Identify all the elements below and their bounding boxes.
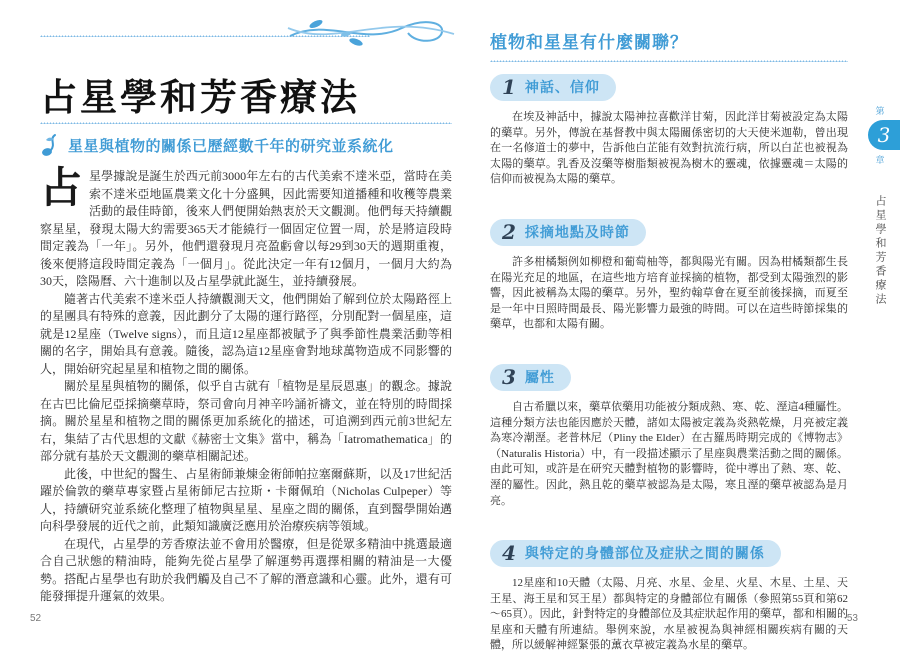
section-myth <box>490 62 848 188</box>
section-harvest <box>490 188 848 333</box>
chapter-suffix: 章 <box>875 155 885 165</box>
chapter-prefix: 第 <box>875 106 885 116</box>
paragraph: 在現代，占星學的芳香療法並不會用於醫療，但是從眾多精油中挑選最適合自己狀態的精油時，能夠先從占星學了解運勢再選擇相關的精油是一大優勢。搭配占星學也有助於我們觸及自己不了解的潛意識和心靈。此外，還有可能發揮提升運氣的效果。 <box>40 536 452 603</box>
section-body: 許多柑橘類例如柳橙和葡萄柚等，都與陽光有關。因為柑橘類都生長在陽光充足的地區，在這些地方培育並採摘的植物，都受到太陽強烈的影響，因此被稱為太陽的藥草。另外，聖約翰草會在夏至前後採摘，而夏至是一年中日照時間最長、陽光影響力最強的時間。可以在這些時節採集的藥草，也都和太陽有關。 <box>490 255 848 331</box>
lede-heading: 星星與植物的關係已歷經數千年的研究並系統化 <box>68 137 394 155</box>
section-heading: 採摘地點及時節 <box>524 223 630 240</box>
lede-row <box>40 133 452 157</box>
section-number: 1 <box>502 75 516 99</box>
paragraph <box>40 168 452 291</box>
chapter-edge-tab <box>860 104 900 326</box>
section-number: 4 <box>502 541 516 566</box>
chapter-number-pill <box>868 120 900 150</box>
left-body-text <box>40 168 452 606</box>
paragraph: 此後，中世紀的醫生、占星術師兼煉金術師帕拉塞爾蘇斯，以及17世紀活躍於倫敦的藥草專家暨占星術師尼古拉斯・卡爾佩珀（Nicholas Culpeper）等人，持續研究並系統化整理了植物與星星、星座之間的關係，直到醫學開始邁向科學發展的近代之前，此類知識廣泛應用於治療疾病等領域。 <box>40 466 452 533</box>
paragraph: 隨著古代美索不達米亞人持續觀測天文，他們開始了解到位於太陽路徑上的星團具有特殊的意義，因此劃分了太陽的運行路徑，分別配對一個星座，這就是12星座（Twelve signs），而且這12星座都被賦予了與季節性農業活動等相關的名字，開始具有意義。隨後，認為這12星座會對地球萬物造成不同影響的人，開始研究起星星和植物之間的關係。 <box>40 291 452 376</box>
section-heading: 與特定的身體部位及症狀之間的關係 <box>524 545 765 562</box>
section-number: 3 <box>502 364 516 389</box>
chapter-tab-title: 占星學和芳香療法 <box>874 195 886 307</box>
right-page <box>490 0 848 652</box>
section-body: 在埃及神話中，據說太陽神拉喜歡洋甘菊，因此洋甘菊被設定為太陽的藥草。另外，傳說在基督教中與太陽關係密切的大天使米迦勒，曾出現在一名修道士的夢中，告訴他白芷能有效對抗流行病，所以白芷也被視為太陽的藥草。乳香及沒藥等樹脂類被視為樹木的靈魂，依據靈魂＝太陽的信仰而被視為太陽的藥草。 <box>490 111 848 186</box>
page-heading: 植物和星星有什麼關聯？ <box>490 33 688 52</box>
sprout-icon <box>40 133 62 157</box>
section-heading-bubble <box>490 219 646 246</box>
section-number: 2 <box>502 219 516 244</box>
section-heading-bubble <box>490 540 781 567</box>
section-attributes <box>490 333 848 509</box>
section-heading: 神話、信仰 <box>524 79 600 95</box>
left-page <box>40 0 452 638</box>
chapter-number: 3 <box>877 123 891 147</box>
section-heading-bubble <box>490 364 571 391</box>
section-body-parts <box>490 509 848 654</box>
paragraph: 關於星星與植物的關係，似乎自古就有「植物是星辰恩惠」的觀念。據說在古巴比倫尼亞採摘藥草時，祭司會向月神辛吟誦祈禱文，並在特別的時間採摘。關於星星和植物之間的關係更加系統化的描述，可追溯到西元前3世紀左右，集結了古代思想的文獻《赫密士文集》當中，稱為「Iatromathematica」的部分就有基於天文觀測的藥草相關記述。 <box>40 379 452 463</box>
page-number-left: 52 <box>30 613 42 624</box>
vine-flourish-icon <box>286 6 456 54</box>
chapter-title: 占星學和芳香療法 <box>40 77 360 119</box>
page-number-right: 53 <box>846 613 858 624</box>
section-heading: 屬性 <box>524 368 555 385</box>
section-heading-bubble <box>490 74 616 101</box>
paragraph-text: 星學據說是誕生於西元前3000年左右的古代美索不達米亞，當時在美索不達米亞地區農業文化十分盛興，因此需要知道播種和收穫等農業活動的最佳時節，後來人們便開始熱衷於天文觀測。他們每天持續觀察星星，發現太陽大約需要365天才能繞行一個固定位置一周，於是將這段時間定義為「一年」。另外，他們還發現月亮盈虧會以每29到30天的週期重複，後來便將這段時間定義為「一個月」。從此決定一年有12個月，一個月大約為30天，陰陽曆、六十進制以及占星學就此誕生，並持續發展。 <box>40 169 452 288</box>
drop-cap: 占 <box>40 166 83 212</box>
mid-dotted-rule <box>40 121 452 124</box>
section-body: 12星座和10天體（太陽、月亮、水星、金星、火星、木星、土星、天王星、海王星和冥王星）都與特定的身體部位有關係（參照第55頁和第62～65頁）。因此，針對特定的身體部位及其症狀起作用的藥草，都和相關的星座和天體有所連結。舉例來說，水星被視為與神經相關疾病有關的天體，所以緩解神經緊張的薰衣草被定義為水星的藥草。 <box>490 577 848 652</box>
section-body: 自古希臘以來，藥草依藥用功能被分類成熱、寒、乾、溼這4種屬性。這種分類方法也能因應於天體，諸如太陽被定義為炎熱乾燥，月亮被定義為寒冷潮溼。老普林尼（Pliny the Elder）在古羅馬時期完成的《博物志》（Naturalis Historia）中，有一段描述顯示了星座與農業活動之間的關係。由此可知，或許是在研究天體對植物的影響時，從中導出了熱、寒、乾、溼的屬性。因此，熱且乾的藥草被認為是太陽，寒且溼的藥草被認為是月亮。 <box>490 400 848 507</box>
